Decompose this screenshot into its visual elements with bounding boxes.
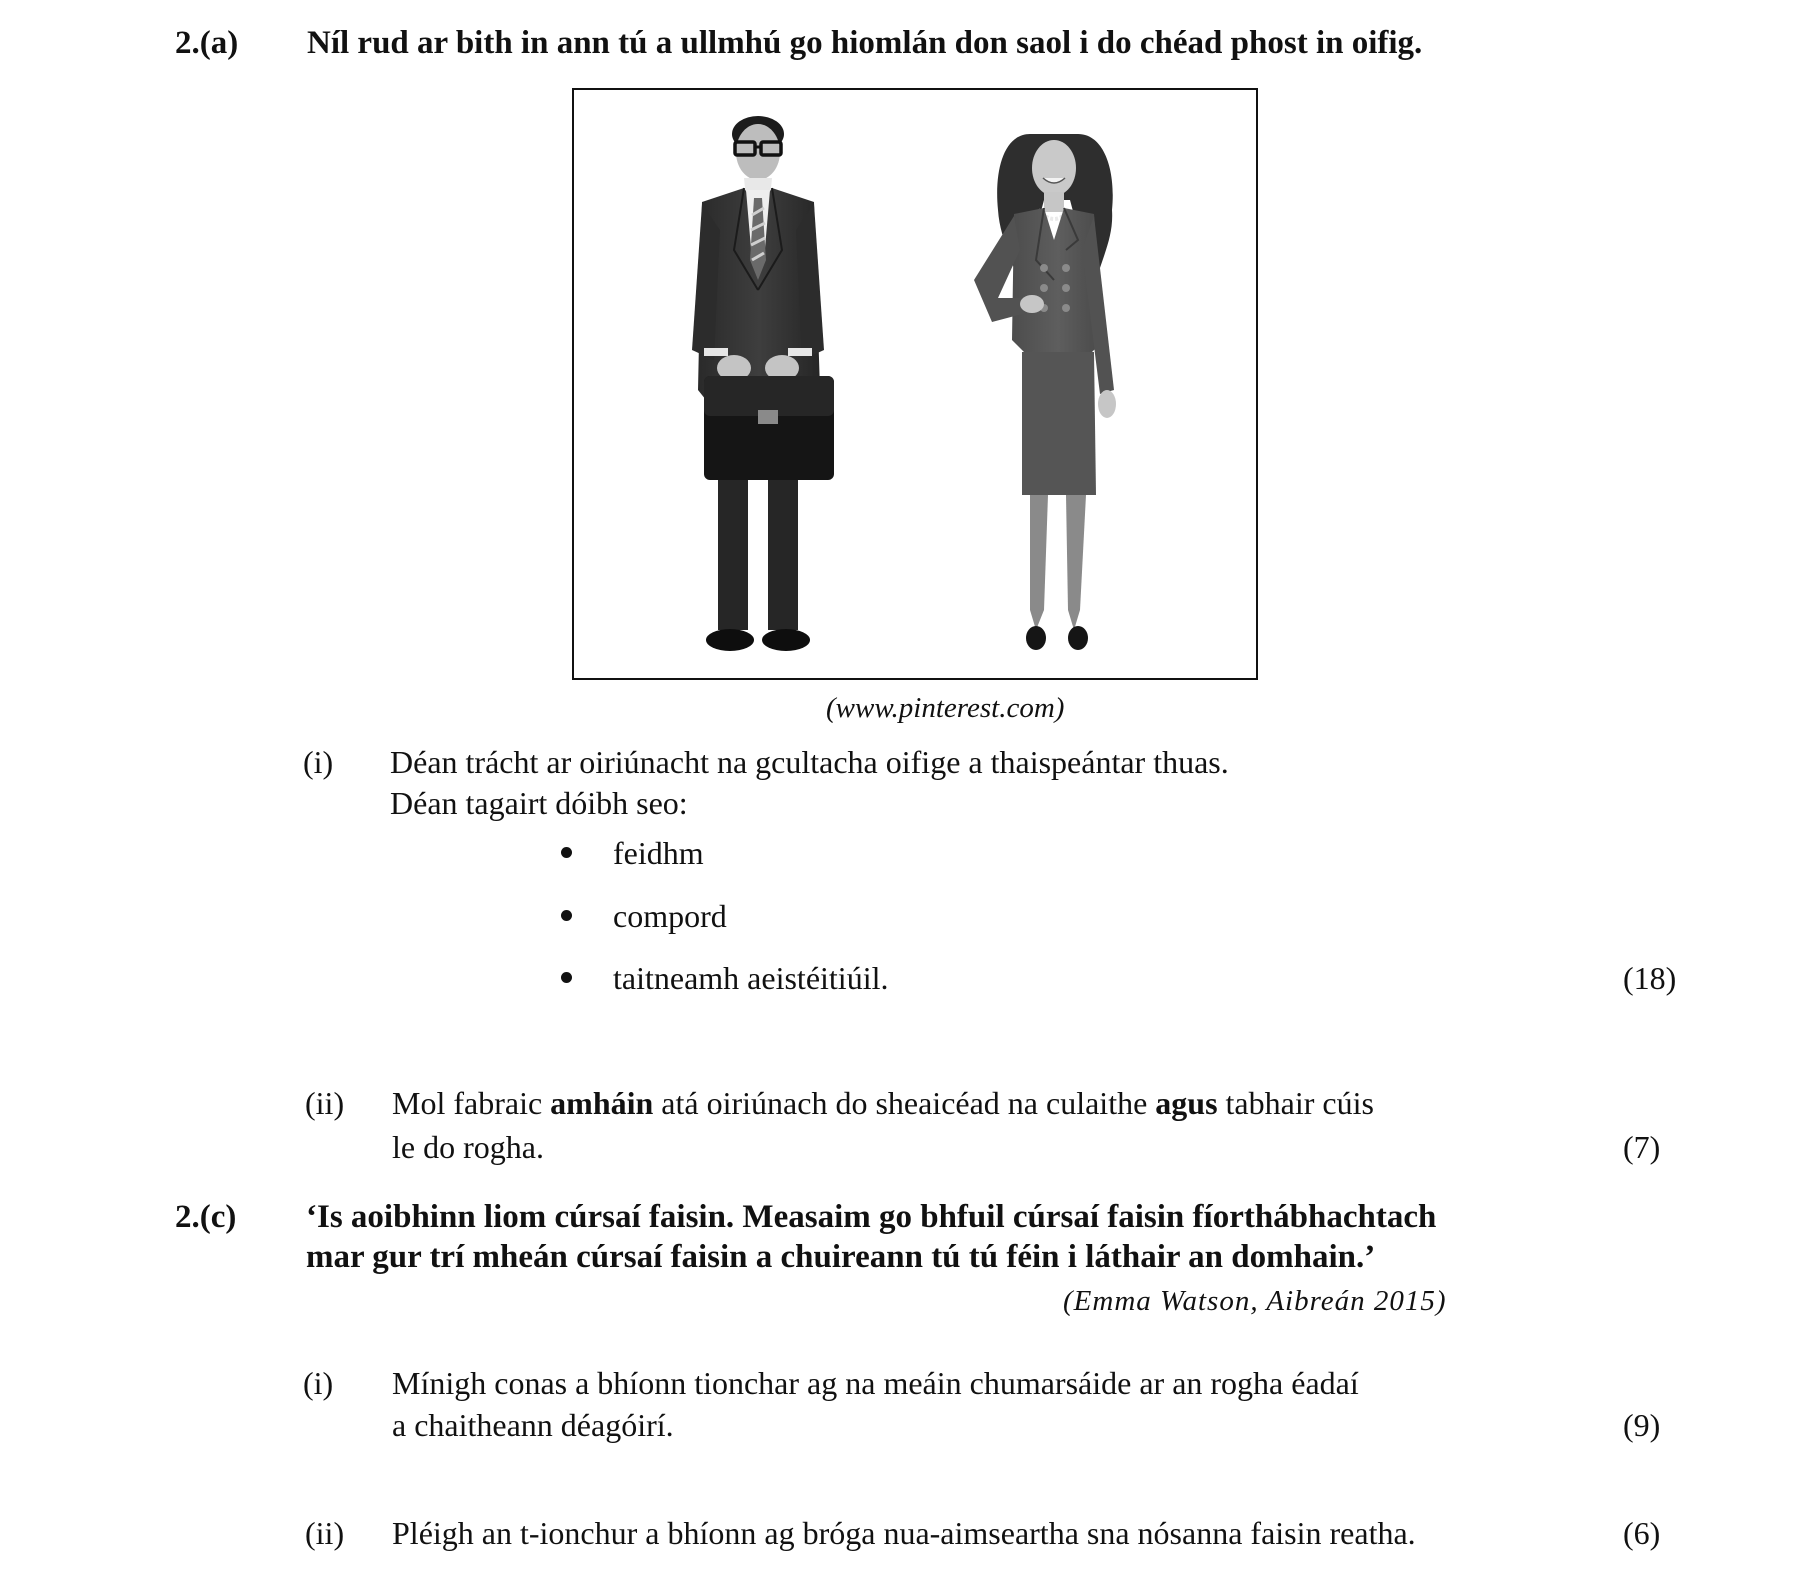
part-a-i-label: (i) [303,744,334,780]
part-a-ii-label: (ii) [305,1085,345,1121]
bullet-item: feidhm [613,835,704,871]
marks-a-i: (18) [1623,960,1677,996]
marks-c-ii: (6) [1623,1515,1661,1551]
quote-line-2: mar gur trí mheán cúrsaí faisin a chuireann tú tú féin i láthair an domhain.’ [306,1239,1376,1275]
text-segment: atá oiriúnach do sheaicéad na culaithe [653,1085,1156,1121]
bullet-item: taitneamh aeistéitiúil. [613,960,889,996]
quote-attribution: (Emma Watson, Aibreán 2015) [1063,1285,1447,1317]
bullet-icon [561,847,572,858]
emphasis-agus: agus [1155,1085,1218,1121]
question-2a-heading: Níl rud ar bith in ann tú a ullmhú go hiomlán don saol i do chéad phost in oifig. [307,25,1423,61]
part-a-ii-line1 [392,1087,1374,1119]
emphasis-amhain: amháin [550,1085,654,1121]
part-a-i-line1: Déan trácht ar oiriúnacht na gcultacha oifige a thaispeántar thuas. [390,744,1229,780]
woman-figure [974,134,1116,650]
part-a-ii-line2: le do rogha. [392,1129,544,1165]
marks-c-i: (9) [1623,1407,1661,1443]
bullet-icon [561,972,572,983]
office-suits-photo [572,88,1258,680]
text-segment: tabhair cúis [1217,1085,1374,1121]
part-c-i-line2: a chaitheann déagóirí. [392,1407,674,1443]
image-credit: (www.pinterest.com) [826,692,1065,724]
part-c-ii-label: (ii) [305,1515,345,1551]
part-a-i-line2: Déan tagairt dóibh seo: [390,785,688,821]
marks-a-ii: (7) [1623,1129,1661,1165]
part-c-i-label: (i) [303,1365,334,1401]
text-segment: Mol fabraic [392,1085,551,1121]
bullet-icon [561,910,572,921]
bullet-item: compord [613,898,727,934]
question-number-2a: 2.(a) [175,25,239,61]
part-c-ii-line1: Pléigh an t-ionchur a bhíonn ag bróga nua-aimseartha sna nósanna faisin reatha. [392,1515,1416,1551]
part-c-i-line1: Mínigh conas a bhíonn tionchar ag na meáin chumarsáide ar an rogha éadaí [392,1365,1359,1401]
quote-line-1: ‘Is aoibhinn liom cúrsaí faisin. Measaim go bhfuil cúrsaí faisin fíorthábhachtach [306,1199,1437,1235]
man-figure [692,116,834,651]
question-number-2c: 2.(c) [175,1199,237,1235]
